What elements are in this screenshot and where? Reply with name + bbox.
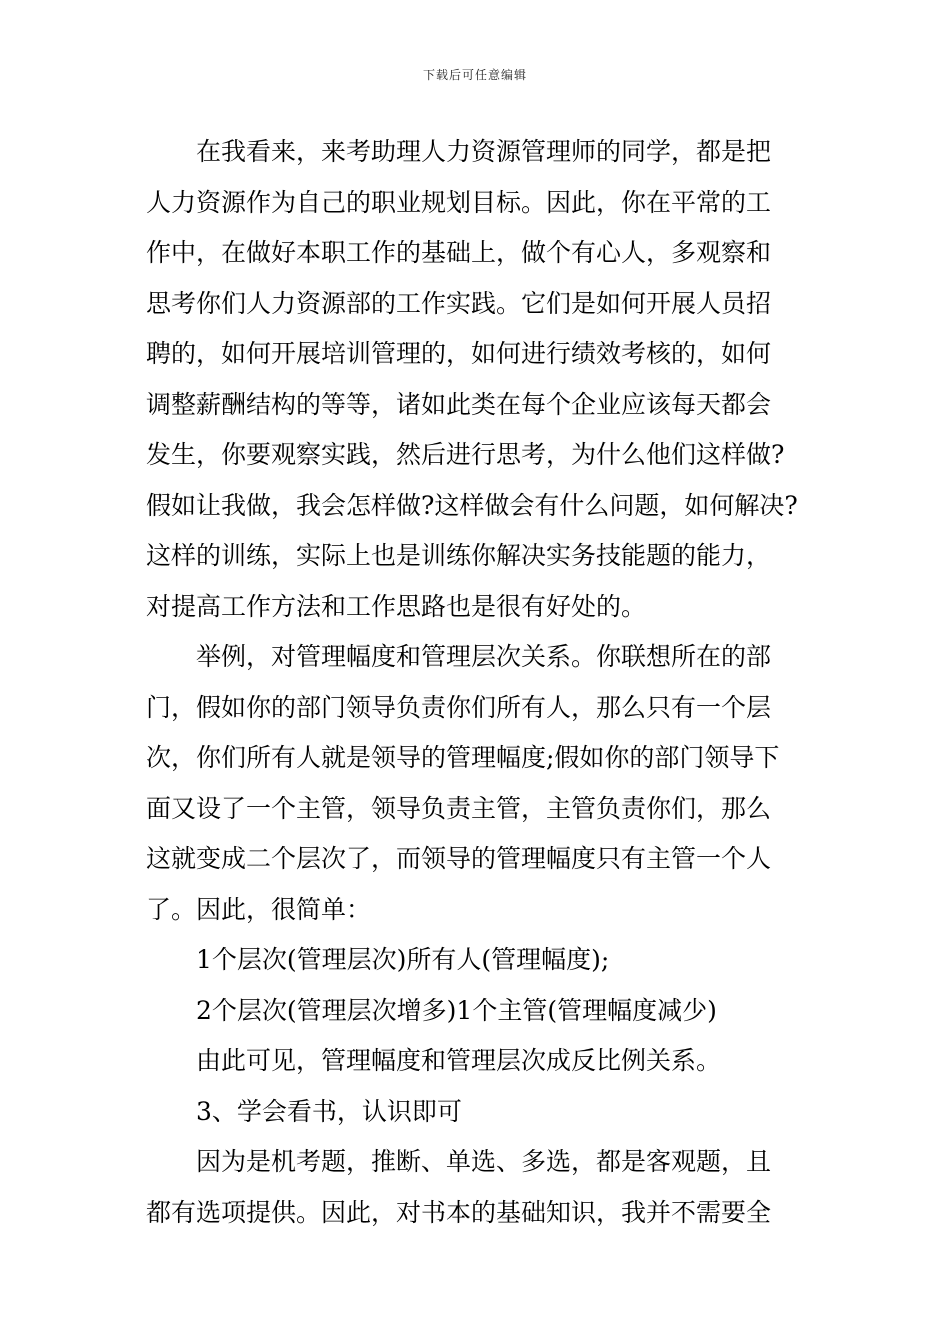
text-line: 次，你们所有人就是领导的管理幅度;假如你的部门领导下 [146,743,780,772]
text-line: 由此可见，管理幅度和管理层次成反比例关系。 [196,1046,722,1075]
text-line: 发生，你要观察实践，然后进行思考，为什么他们这样做? [146,440,785,469]
text-line: 聘的，如何开展培训管理的，如何进行绩效考核的，如何 [146,339,772,368]
text-line: 1个层次(管理层次)所有人(管理幅度); [196,945,610,974]
text-line: 人力资源作为自己的职业规划目标。因此，你在平常的工 [146,187,772,217]
text-line: 调整薪酬结构的等等，诸如此类在每个企业应该每天都会 [146,389,772,419]
text-line: 思考你们人力资源部的工作实践。它们是如何开展人员招 [146,288,772,318]
page-header: 下载后可任意编辑 [422,68,527,82]
text-line: 对提高工作方法和工作思路也是很有好处的。 [146,591,647,621]
text-line: 都有选项提供。因此，对书本的基础知识，我并不需要全 [146,1197,772,1227]
text-line: 门，假如你的部门领导负责你们所有人，那么只有一个层 [146,692,772,722]
text-line: 假如让我做，我会怎样做?这样做会有什么问题，如何解决? [146,490,798,520]
text-line: 面又设了一个主管，领导负责主管，主管负责你们，那么 [146,793,772,823]
text-line: 因为是机考题，推断、单选、多选，都是客观题，且 [196,1147,772,1176]
section-heading: 3、学会看书，认识即可 [196,1096,462,1126]
text-line: 作中，在做好本职工作的基础上，做个有心人，多观察和 [146,238,772,267]
text-line: 这就变成二个层次了，而领导的管理幅度只有主管一个人 [146,844,772,873]
text-line: 这样的训练，实际上也是训练你解决实务技能题的能力， [146,541,772,570]
text-line: 举例，对管理幅度和管理层次关系。你联想所在的部 [196,642,772,671]
text-line: 在我看来，来考助理人力资源管理师的同学，都是把 [196,137,772,166]
text-line: 了。因此，很简单： [146,894,372,924]
body-text [146,127,810,1238]
text-line: 2个层次(管理层次增多)1个主管(管理幅度减少) [196,995,717,1025]
